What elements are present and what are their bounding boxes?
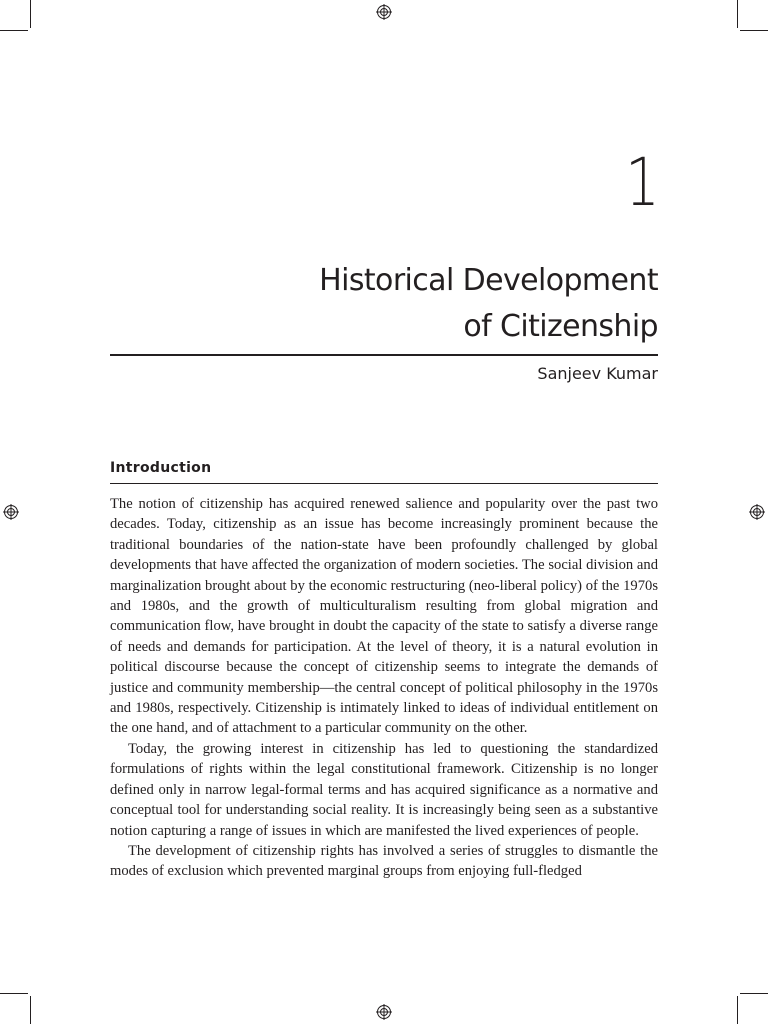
registration-mark-icon xyxy=(3,504,19,520)
crop-mark-top-right-horizontal xyxy=(740,30,768,31)
registration-mark-icon xyxy=(749,504,765,520)
chapter-author: Sanjeev Kumar xyxy=(537,364,658,383)
registration-mark-icon xyxy=(376,1004,392,1020)
registration-mark-icon xyxy=(376,4,392,20)
chapter-title-line-2: of Citizenship xyxy=(463,309,658,344)
paragraph: The notion of citizenship has acquired renewed salience and popularity over the past two decades. Today, citizenship as an issue has become increasingly prominent because the traditional boundaries of the nation-state have been profoundly challenged by global developments that have affected the organization of modern societies. The social division and marginalization brought about by the economic restructuring (neo-liberal policy) of the 1970s and 1980s, and the growth of multiculturalism resulting from global migration and communication flow, have brought in doubt the capacity of the state to satisfy a diverse range of needs and demands for participation. At the level of theory, it is a natural evolution in political discourse because the concept of citizenship seems to integrate the demands of justice and community membership—the central concept of political philosophy in the 1970s and 1980s, respectively. Citizenship is intimately linked to ideas of individual entitlement on the one hand, and of attachment to a particular community on the other. xyxy=(110,496,658,737)
section-heading: Introduction xyxy=(110,460,212,476)
title-divider xyxy=(110,354,658,356)
section-divider xyxy=(110,483,658,484)
paragraph: The development of citizenship rights has involved a series of struggles to dismantle the modes of exclusion which prevented marginal groups from enjoying full-fledged xyxy=(110,842,658,880)
crop-mark-bottom-left-horizontal xyxy=(0,993,28,994)
crop-mark-top-left-horizontal xyxy=(0,30,28,31)
crop-mark-top-right-vertical xyxy=(737,0,738,28)
crop-mark-top-left-vertical xyxy=(30,0,31,28)
body-text xyxy=(110,494,658,882)
chapter-title xyxy=(158,258,658,350)
crop-mark-bottom-right-vertical xyxy=(737,996,738,1024)
crop-mark-bottom-left-vertical xyxy=(30,996,31,1024)
chapter-title-line-1: Historical Development xyxy=(319,263,658,298)
paragraph: Today, the growing interest in citizenship has led to questioning the standardized formulations of rights within the legal constitutional framework. Citizenship is no longer defined only in narrow legal-formal terms and has acquired significance as a normative and conceptual tool for understanding social reality. It is increasingly being seen as a substantive notion capturing a range of issues in which are manifested the lived experiences of people. xyxy=(110,740,658,839)
chapter-number: 1 xyxy=(625,144,658,221)
crop-mark-bottom-right-horizontal xyxy=(740,993,768,994)
